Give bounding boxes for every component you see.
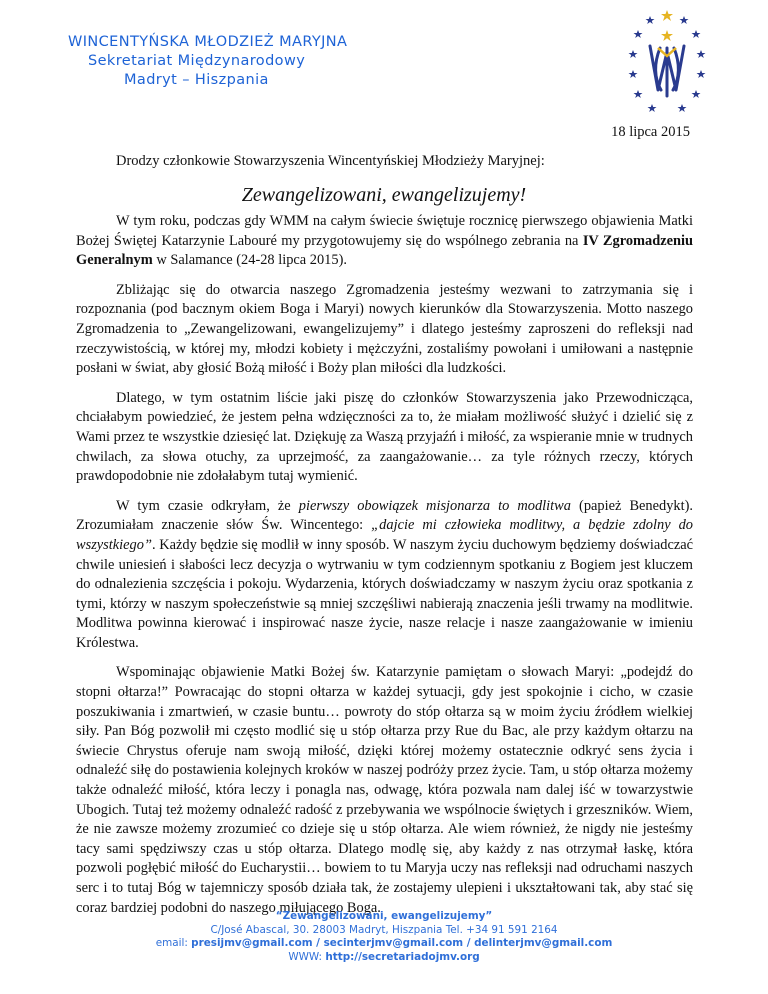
paragraph-text: W tym roku, podczas gdy WMM na całym świecie świętuje rocznicę pierwszego objawienia Matki Bożej Świętej Katarzynie Labouré my przygotowujemy się do wspólnego zebrania na [76, 213, 693, 249]
letter-date: 18 lipca 2015 [611, 124, 690, 140]
paragraph [76, 497, 693, 654]
paragraph: Dlatego, w tym ostatnim liście jaki piszę do członków Stowarzyszenia jako Przewodnicząca, chciałabym powiedzieć, że jestem pełna wdzięczności za to, że miałam możliwość służyć i dzielić się z Wami przez te wszystkie dziesięć lat. Dziękuję za Waszą przyjaźń i miłość, za wspieranie mnie w trudnych chwilach, za słowa otuchy, za uprzejmość, za zaangażowanie… za tyle różnych rzeczy, których prawdopodobnie nie zdołałabym tutaj wymienić. [76, 389, 693, 485]
paragraph [76, 212, 693, 271]
email-links[interactable]: presijmv@gmail.com / secinterjmv@gmail.com / delinterjmv@gmail.com [191, 937, 613, 949]
footer-website [0, 951, 768, 965]
italic-text: pierwszy obowiązek misjonarza to modlitwa [298, 497, 571, 514]
footer [0, 910, 768, 964]
website-link[interactable]: http://secretariadojmv.org [325, 950, 480, 963]
paragraph: Zbliżając się do otwarcia naszego Zgromadzenia jesteśmy wezwani to zatrzymania się i rozpoznania (pod bacznym okiem Boga i Maryi) nowych kierunków dla Stowarzyszenia. Motto naszego Zgromadzenia to „Zewangelizowani, ewangelizujemy” i dlatego jesteśmy zaproszeni do refleksji nad rzeczywistością, w której my, młodzi kobiety i mężczyźni, zostaliśmy powołani i umiłowani a następnie posłani w świat, aby głosić Bożą miłość i Boży plan miłości dla ludzkości. [76, 281, 693, 377]
paragraph: Wspominając objawienie Matki Bożej św. Katarzynie pamiętam o słowach Maryi: „podejdź do stopni ołtarza!” Powracając do stopni ołtarza w każdej sytuacji, gdy jest spokojnie i cicho, w czasie poszukiwania i zmartwień, w czasie buntu… powroty do stóp ołtarza są w moim życiu źródłem wielkiej siły. Pan Bóg pozwolił mi często modlić się u stóp ołtarza przy Rue du Bac, ale przy każdym ołtarzu na świecie Chrystus oferuje nam swoją miłość, dzięki której możemy ostatecznie odkryć sens życia i odnaleźć siłę do postawienia kolejnych kroków w naszej podróży przez życie. Tam, u stóp ołtarza możemy także odnaleźć miłość, która leczy i ponagla nas, odwagę, która pozwala nam dalej iść w towarzystwie Ubogich. Tutaj też możemy odnaleźć radość z przebywania we wspólnocie świętych i grzeszników. Wiem, że nie zawsze możemy zrozumieć co dzieje się u stóp ołtarza. Ale wiem również, że nigdy nie jesteśmy tacy sami spędziwszy czas u stóp ołtarza. Dlatego modlę się, aby każdy z nas otrzymał łaskę, która pozwoli pogłębić miłość do Eucharystii… bowiem to tu Maryja uczy nas refleksji nad odruchami naszych serc i to tutaj Bóg w tajemniczy sposób działa tak, że zostajemy ulepieni i ukształtowani tak, aby stać się coraz bardziej podobni do naszego miłującego Boga. [76, 664, 693, 916]
letter-title: Zewangelizowani, ewangelizujemy! [241, 184, 527, 206]
paragraph-text: w Salamance (24-28 lipca 2015). [152, 252, 347, 269]
star-ring [661, 10, 673, 21]
footer-address: C/José Abascal, 30. 28003 Madryt, Hiszpania Tel. +34 91 591 2164 [210, 923, 558, 936]
paragraph-text: W tym czasie odkryłam, że [116, 497, 299, 514]
paragraph-text: (papież Benedykt). Zrozumiałam znaczenie słów Św. Wincentego: [76, 497, 693, 534]
www-label: WWW: [288, 950, 326, 963]
org-name: WINCENTYŃSKA MŁODZIEŻ MARYJNA [68, 34, 348, 50]
letterhead [68, 33, 347, 90]
footer-emails [0, 937, 768, 951]
bold-text: IV Zgromadzeniu Generalnym [76, 232, 693, 269]
italic-quote: „dajcie mi człowieka modlitwy, a będzie zdolny do wszystkiego” [76, 517, 693, 553]
jmv-logo-icon [628, 8, 706, 118]
location: Madryt – Hiszpania [124, 72, 269, 88]
letter-body [76, 212, 693, 928]
footer-motto: “Zewangelizowani, ewangelizujemy” [275, 910, 493, 922]
paragraph-text: . Każdy będzie się modlił w inny sposób. W naszym życiu duchowym będziemy doświadczać chwile uniesień i słabości lecz decyzja o wytrwaniu w tym codziennym spotkaniu z Bogiem jest kluczem do odnalezienia szczęścia i pokoju. Wydarzenia, których doświadczamy w naszym życiu oraz spotkania z tymi, którzy w naszym społeczeństwie są mniej szczęśliwi nabierają znaczenia jeśli trwamy na modlitwie. Modlitwa powinna kierować i inspirować nasze życie, nasze relacje i nasze zaangażowanie w imieniu Królestwa. [76, 536, 693, 651]
email-label: email: [155, 937, 192, 949]
salutation: Drodzy członkowie Stowarzyszenia Wincentyńskiej Młodzieży Maryjnej: [116, 153, 545, 169]
secretariat-name: Sekretariat Międzynarodowy [88, 53, 306, 69]
